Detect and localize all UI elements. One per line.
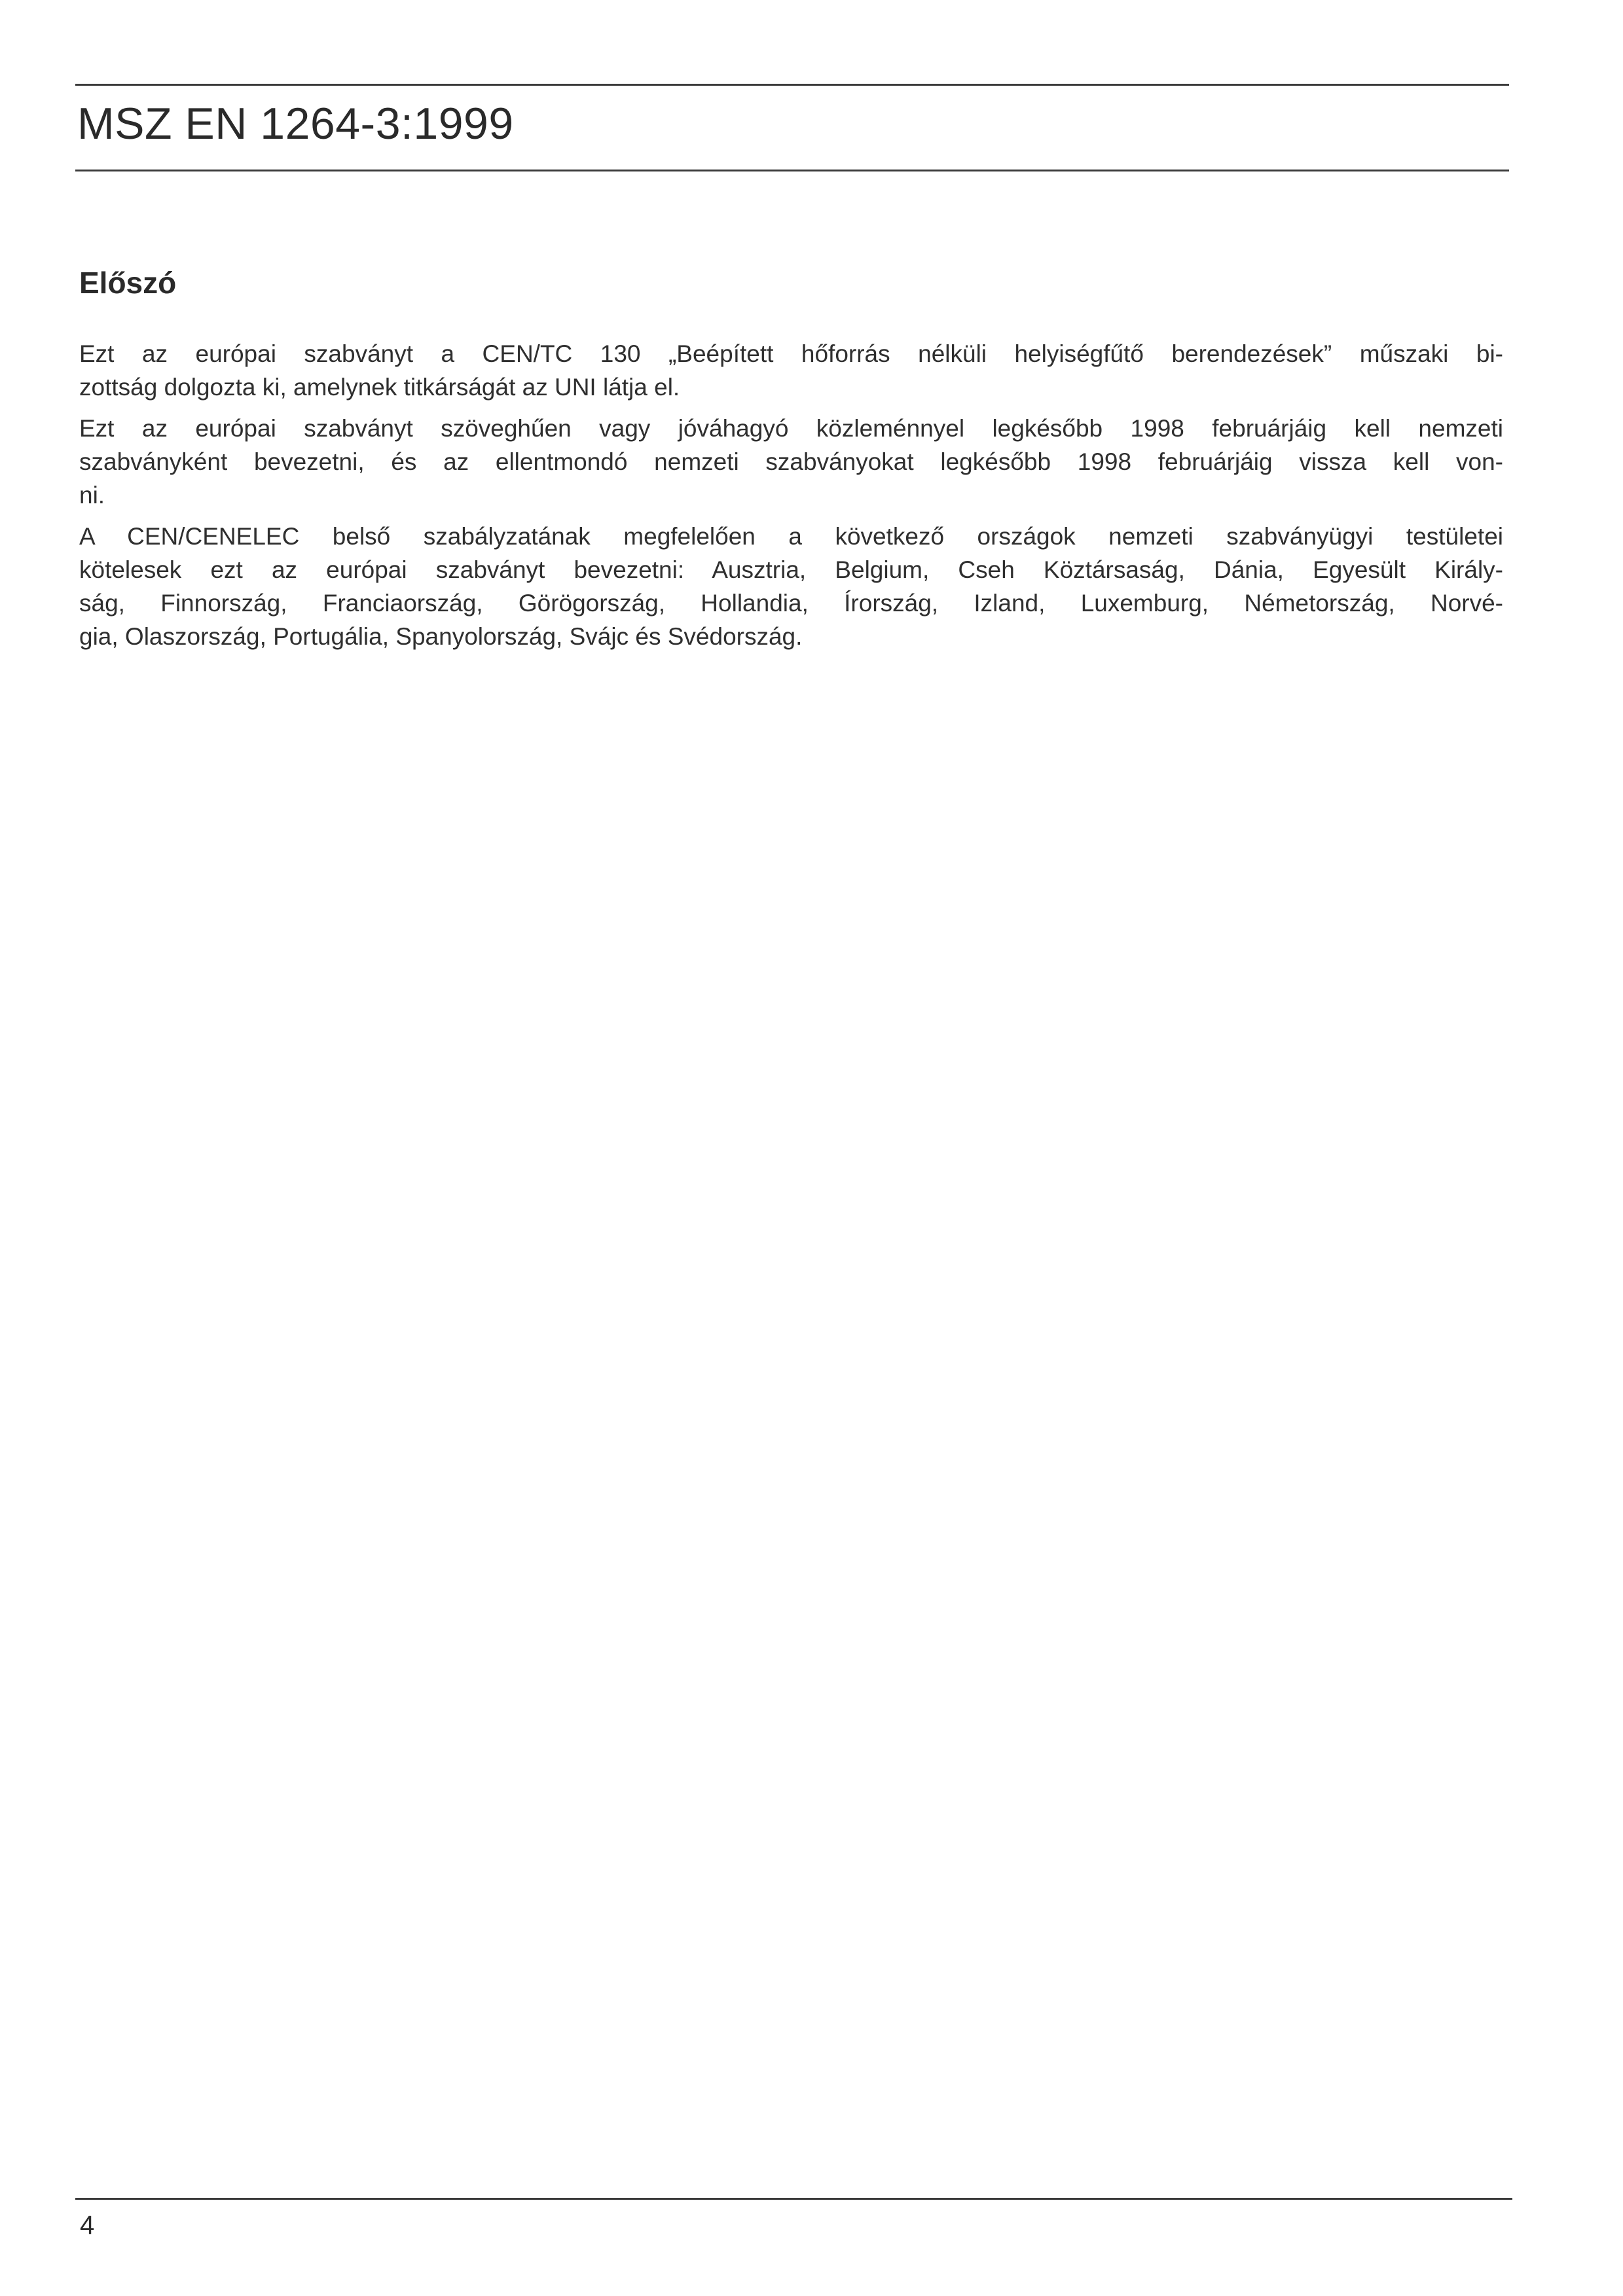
header-top-rule — [75, 84, 1509, 86]
header-bottom-rule — [75, 170, 1509, 171]
page-number: 4 — [80, 2211, 95, 2240]
text-line: kötelesek ezt az európai szabványt bevezetni: Ausztria, Belgium, Cseh Köztársaság, Dánia, Egyesült Király- — [79, 556, 1503, 583]
text-line: zottság dolgozta ki, amelynek titkárságát az UNI látja el. — [79, 374, 680, 401]
paragraph-1 — [79, 337, 1503, 404]
text-line: ság, Finnország, Franciaország, Görögország, Hollandia, Írország, Izland, Luxemburg, Németország, Norvé- — [79, 590, 1503, 617]
text-line: Ezt az európai szabványt szöveghűen vagy jóváhagyó közleménnyel legkésőbb 1998 februárjáig kell nemzeti — [79, 415, 1503, 442]
foreword-body — [79, 337, 1503, 653]
paragraph-2 — [79, 412, 1503, 512]
section-title: Előszó — [79, 266, 177, 300]
text-line: ni. — [79, 482, 105, 509]
footer-rule — [75, 2198, 1512, 2200]
document-id: MSZ EN 1264-3:1999 — [77, 99, 514, 149]
text-line: gia, Olaszország, Portugália, Spanyolország, Svájc és Svédország. — [79, 623, 803, 650]
text-line: szabványként bevezetni, és az ellentmondó nemzeti szabványokat legkésőbb 1998 februárjáig vissza kell von- — [79, 448, 1503, 475]
text-line: Ezt az európai szabványt a CEN/TC 130 „Beépített hőforrás nélküli helyiségfűtő berendezések” műszaki bi- — [79, 340, 1503, 367]
text-line: A CEN/CENELEC belső szabályzatának megfelelően a következő országok nemzeti szabványügyi testületei — [79, 523, 1503, 550]
paragraph-3 — [79, 520, 1503, 653]
